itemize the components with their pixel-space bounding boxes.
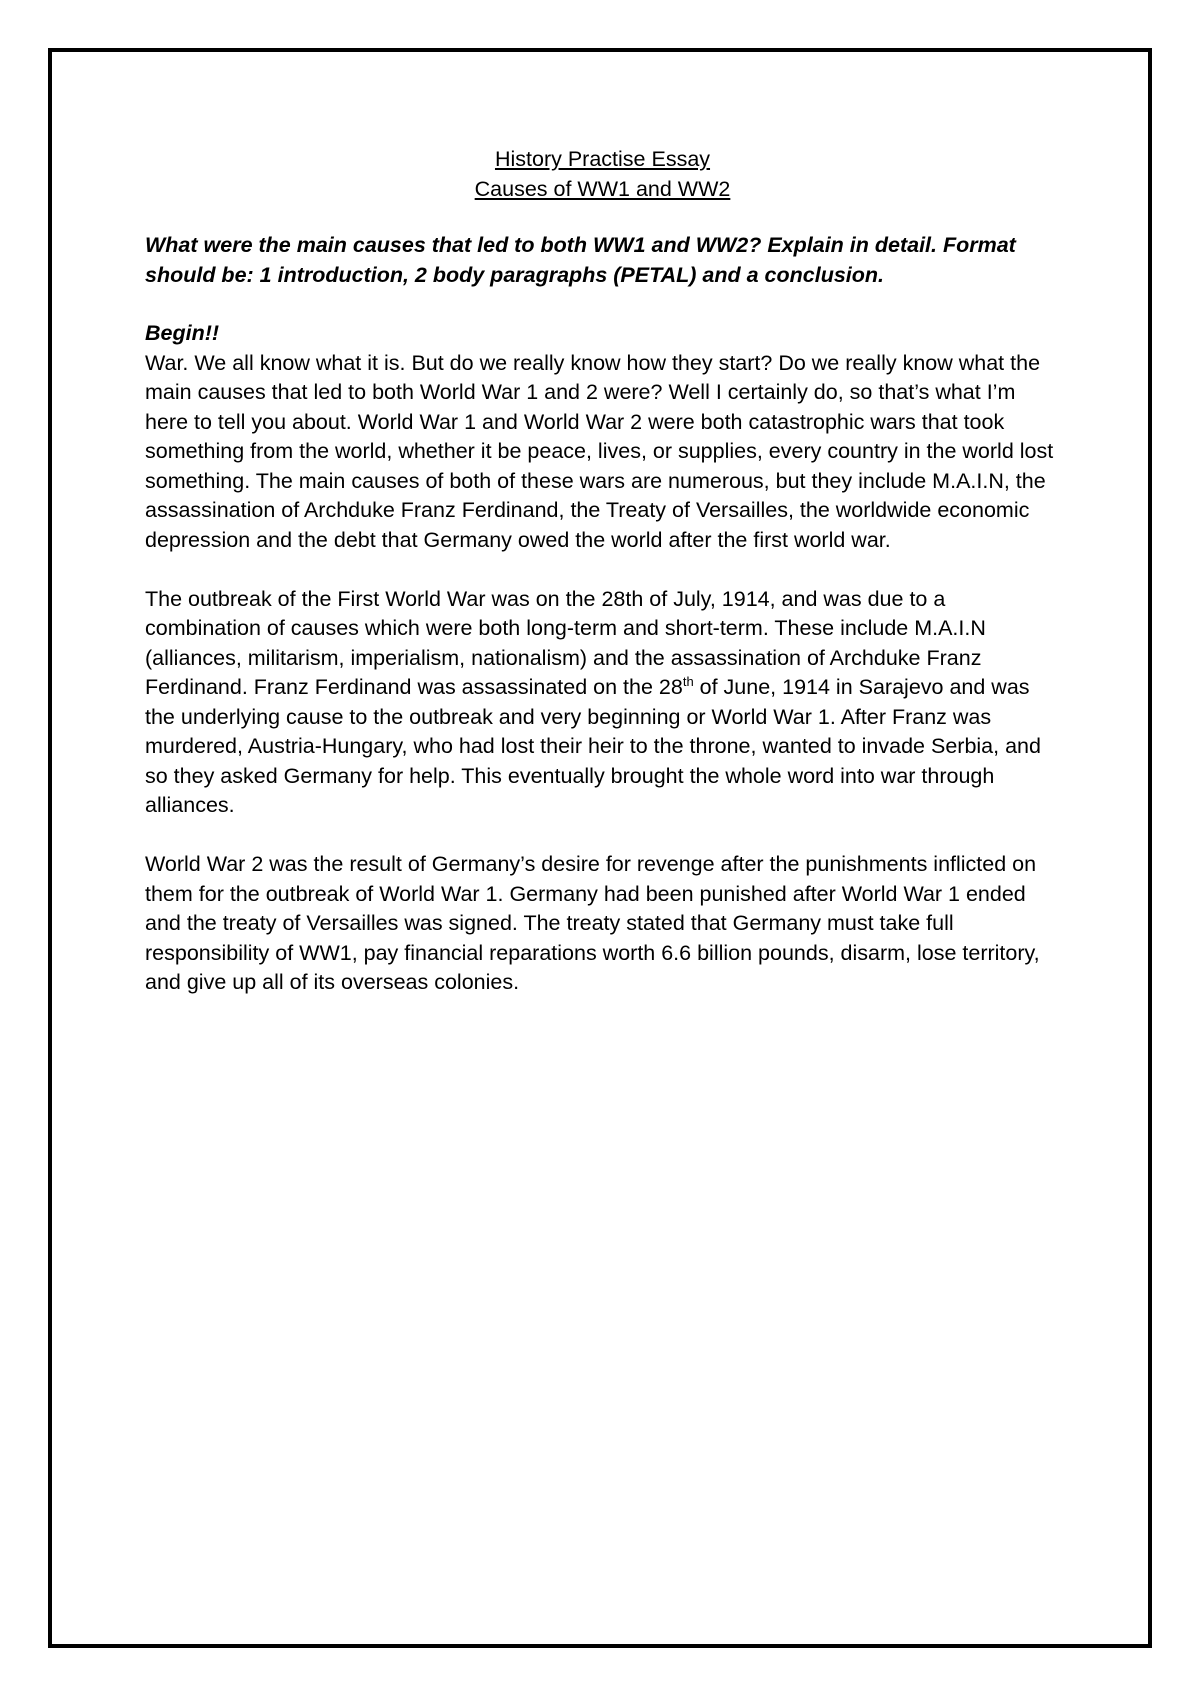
document-title: History Practise Essay [494,147,711,171]
document-subtitle: Causes of WW1 and WW2 [474,176,731,201]
paragraph-body-ww1 [145,585,1060,821]
essay-question: What were the main causes that led to both WW1 and WW2? Explain in detail. Format should be: 1 introduction, 2 body paragraphs (PETAL) and a conclusion. [145,233,1016,287]
paragraph-introduction: War. We all know what it is. But do we really know how they start? Do we really know what the main causes that led to both World War 1 and 2 were? Well I certainly do, so that’s what I’m here to tell you about. World War 1 and World War 2 were both catastrophic wars that took something from the world, whether it be peace, lives, or supplies, every country in the world lost something. The main causes of both of these wars are numerous, but they include M.A.I.N, the assassination of Archduke Franz Ferdinand, the Treaty of Versailles, the worldwide economic depression and the debt that Germany owed the world after the first world war. [145,350,1054,552]
paragraph-body-ww1-part1: The outbreak of the First World War was on the 28th of July, 1914, and was due to a combination of causes which were both long-term and short-term. These include M.A.I.N (alliances, militarism, imperialism, nationalism) and the assassination of Archduke Franz Ferdinand. Franz Ferdinand was assassinated on the 28 [145,586,986,699]
begin-label: Begin!! [145,321,220,345]
paragraph-body-ww1-part2: of June, 1914 in Sarajevo and was the underlying cause to the outbreak and very beginning or World War 1. After Franz was murdered, Austria-Hungary, who had lost their heir to the throne, wanted to invade Serbia, and so they asked Germany for help. This eventually brought the whole word into war through alliances. [145,675,1041,817]
paragraph-body-ww2: World War 2 was the result of Germany’s desire for revenge after the punishments inflicted on them for the outbreak of World War 1. Germany had been punished after World War 1 ended and the treaty of Versailles was signed. The treaty stated that Germany must take full responsibility of WW1, pay financial reparations worth 6.6 billion pounds, disarm, lose territory, and give up all of its overseas colonies. [145,852,1040,994]
ordinal-superscript: th [682,673,694,689]
document-body [145,145,1060,998]
